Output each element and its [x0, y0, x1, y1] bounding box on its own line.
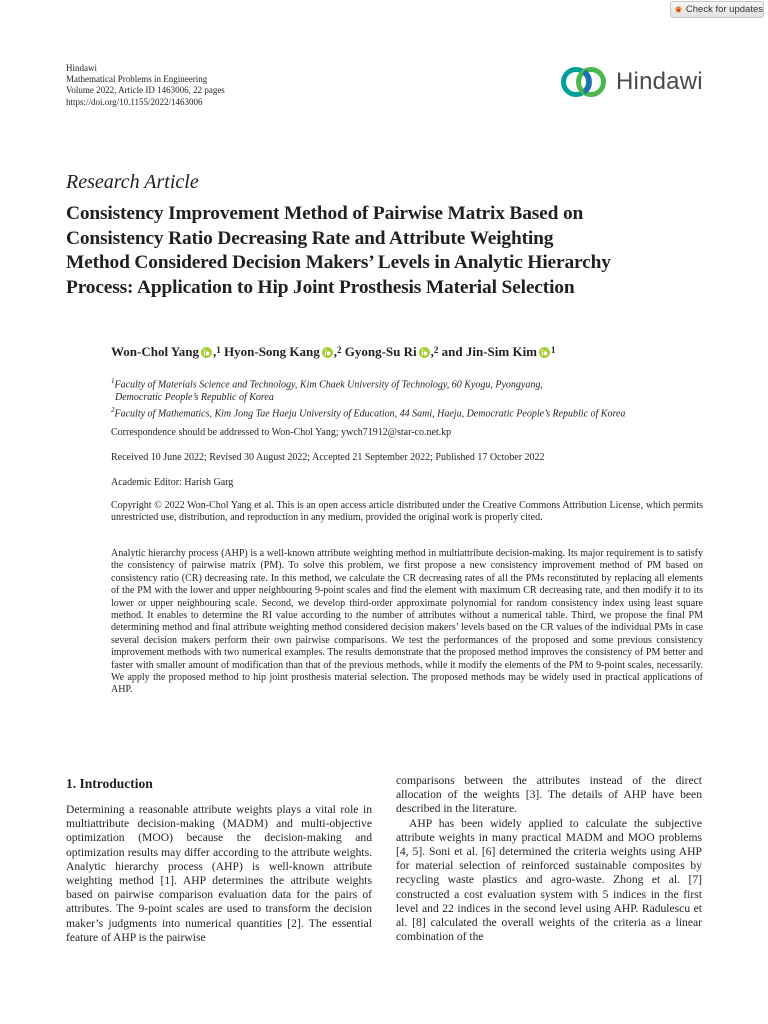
- check-for-updates-label: Check for updates: [685, 4, 763, 15]
- hindawi-logo: [559, 62, 703, 102]
- orcid-icon[interactable]: [322, 347, 333, 358]
- title-line: Consistency Improvement Method of Pairwise Matrix Based on: [66, 203, 584, 224]
- author-affiliation-mark: 1: [216, 345, 221, 355]
- hindawi-rings-icon: [559, 62, 609, 102]
- author-separator: ,: [333, 344, 338, 359]
- publication-dates: Received 10 June 2022; Revised 30 August 2022; Accepted 21 September 2022; Published 17 October 2022: [111, 452, 545, 463]
- doi-link[interactable]: https://doi.org/10.1155/2022/1463006: [66, 96, 203, 107]
- author-separator: ,: [430, 344, 434, 359]
- affiliation-text: Democratic People’s Republic of Korea: [115, 392, 274, 404]
- journal-name: Mathematical Problems in Engineering: [66, 74, 208, 85]
- author-name[interactable]: and Jin-Sim Kim: [441, 344, 538, 359]
- affiliations: [111, 375, 731, 421]
- copyright-notice: Copyright © 2022 Won-Chol Yang et al. This is an open access article distributed under the Creative Commons Attribution License, which permits unrestricted use, distribution, and reproduction in any medium, provided the original work is properly cited.: [111, 500, 703, 524]
- author-name[interactable]: Gyong-Su Ri: [344, 344, 417, 359]
- body-paragraph: AHP has been widely applied to calculate the subjective attribute weights in many practical MADM and MOO problems [4, 5]. Soni et al. [6] determined the criteria weights using AHP for material selection of reinforced sustainable composites by recycling waste plastics and agro-waste. Zhong et al. [7] constructed a cost evaluation system with 5 indices in the first level and 22 indices in the second level using AHP. Radulescu et al. [8] calculated the overall weights of the criteria as a linear combination of the: [396, 816, 702, 944]
- title-line: Method Considered Decision Makers’ Levels in Analytic Hierarchy: [66, 252, 611, 274]
- orcid-icon[interactable]: [419, 347, 430, 358]
- publisher-name: Hindawi: [66, 63, 97, 73]
- article-title: [66, 202, 716, 300]
- check-updates-icon: [675, 4, 682, 15]
- article-type: Research Article: [66, 171, 199, 193]
- affiliation-1-cont: [111, 391, 731, 404]
- journal-volume: Volume 2022, Article ID 1463006, 22 pages: [66, 85, 225, 96]
- author-list: [111, 344, 556, 360]
- journal-info: [66, 63, 225, 108]
- author-separator: ,: [213, 344, 217, 359]
- title-line: Consistency Ratio Decreasing Rate and Attribute Weighting: [66, 227, 554, 249]
- author-affiliation-mark: 2: [337, 345, 342, 355]
- body-paragraph: Determining a reasonable attribute weights plays a vital role in multiattribute decision-making (MADM) and multi-objective optimization (MOO) because the decision-making and optimization results may differ according to the attribute weights. Analytic hierarchy process (AHP) is well-known attribute weighting method [1]. AHP determines the attribute weights based on pairwise comparison evaluation data for the pairs of attributes. The 9-point scales are used to transform the decision maker’s judgments into numerical quantities [2]. The essential feature of AHP is the pairwise: [66, 803, 372, 944]
- abstract: Analytic hierarchy process (AHP) is a well-known attribute weighting method in multiattribute decision-making. Its major requirement is to satisfy the consistency of pairwise matrix (PM). To solve this problem, we first propose a new consistency improvement method of PM based on consistency ratio (CR) decreasing rate. In this method, we calculate the CR decreasing rates of all the PMs reconstituted by replacing all elements of the PM with the lower and upper neighbouring 9-point scales and find the element with maximum CR decreasing rate, and then modify it to its lower or upper neighbouring scale. Second, we develop third-order approximate polynomial for random consistency index using least square method. It enables to determine the RI value according to the number of attributes without a numerical table. Third, we propose the final PM determining method and final attribute weighting method considered decision makers’ levels based on the CR values of the individual PMs in case several decision makers perform their own pairwise comparisons. We test the performances of the proposed and some previous consistency improvement methods with two numerical examples. The results demonstrate that the proposed method improves the consistency of PM better and faster with smaller amount of modification than that of the previous methods, while it modify the elements of the PM to 9-point scales, necessarily. We apply the proposed method to hip joint prosthesis material selection. The proposed methods may be widely used in practical applications of AHP.: [111, 548, 703, 696]
- body-paragraph: comparisons between the attributes instead of the direct allocation of the weights [3]. The details of AHP have been described in the literature.: [396, 774, 702, 816]
- affiliation-text: Faculty of Materials Science and Technology, Kim Chaek University of Technology, 60 Kyogu, Pyongyang,: [114, 379, 543, 391]
- author-name[interactable]: Won-Chol Yang: [111, 344, 200, 359]
- affiliation-number: 2: [111, 406, 115, 415]
- orcid-icon[interactable]: [539, 347, 550, 358]
- orcid-icon[interactable]: [201, 347, 212, 358]
- body-column-right: [396, 774, 702, 944]
- affiliation-text: Faculty of Mathematics, Kim Jong Tae Haeju University of Education, 44 Sami, Haeju, Democratic People’s Republic of Korea: [114, 408, 626, 420]
- affiliation-1: [111, 375, 731, 391]
- section-heading: 1. Introduction: [66, 776, 153, 791]
- author-affiliation-mark: 1: [551, 345, 556, 355]
- hindawi-logo-text: Hindawi: [616, 68, 703, 95]
- affiliation-number: 1: [111, 377, 115, 385]
- body-column-left: [66, 803, 372, 945]
- correspondence: Correspondence should be addressed to Won-Chol Yang; ywch71912@star-co.net.kp: [111, 427, 452, 438]
- check-for-updates-button[interactable]: [670, 1, 764, 18]
- author-name[interactable]: Hyon-Song Kang: [224, 344, 320, 359]
- academic-editor: Academic Editor: Harish Garg: [111, 477, 234, 488]
- title-line: Process: Application to Hip Joint Prosthesis Material Selection: [66, 276, 575, 298]
- affiliation-2: [111, 404, 731, 420]
- author-affiliation-mark: 2: [433, 345, 439, 355]
